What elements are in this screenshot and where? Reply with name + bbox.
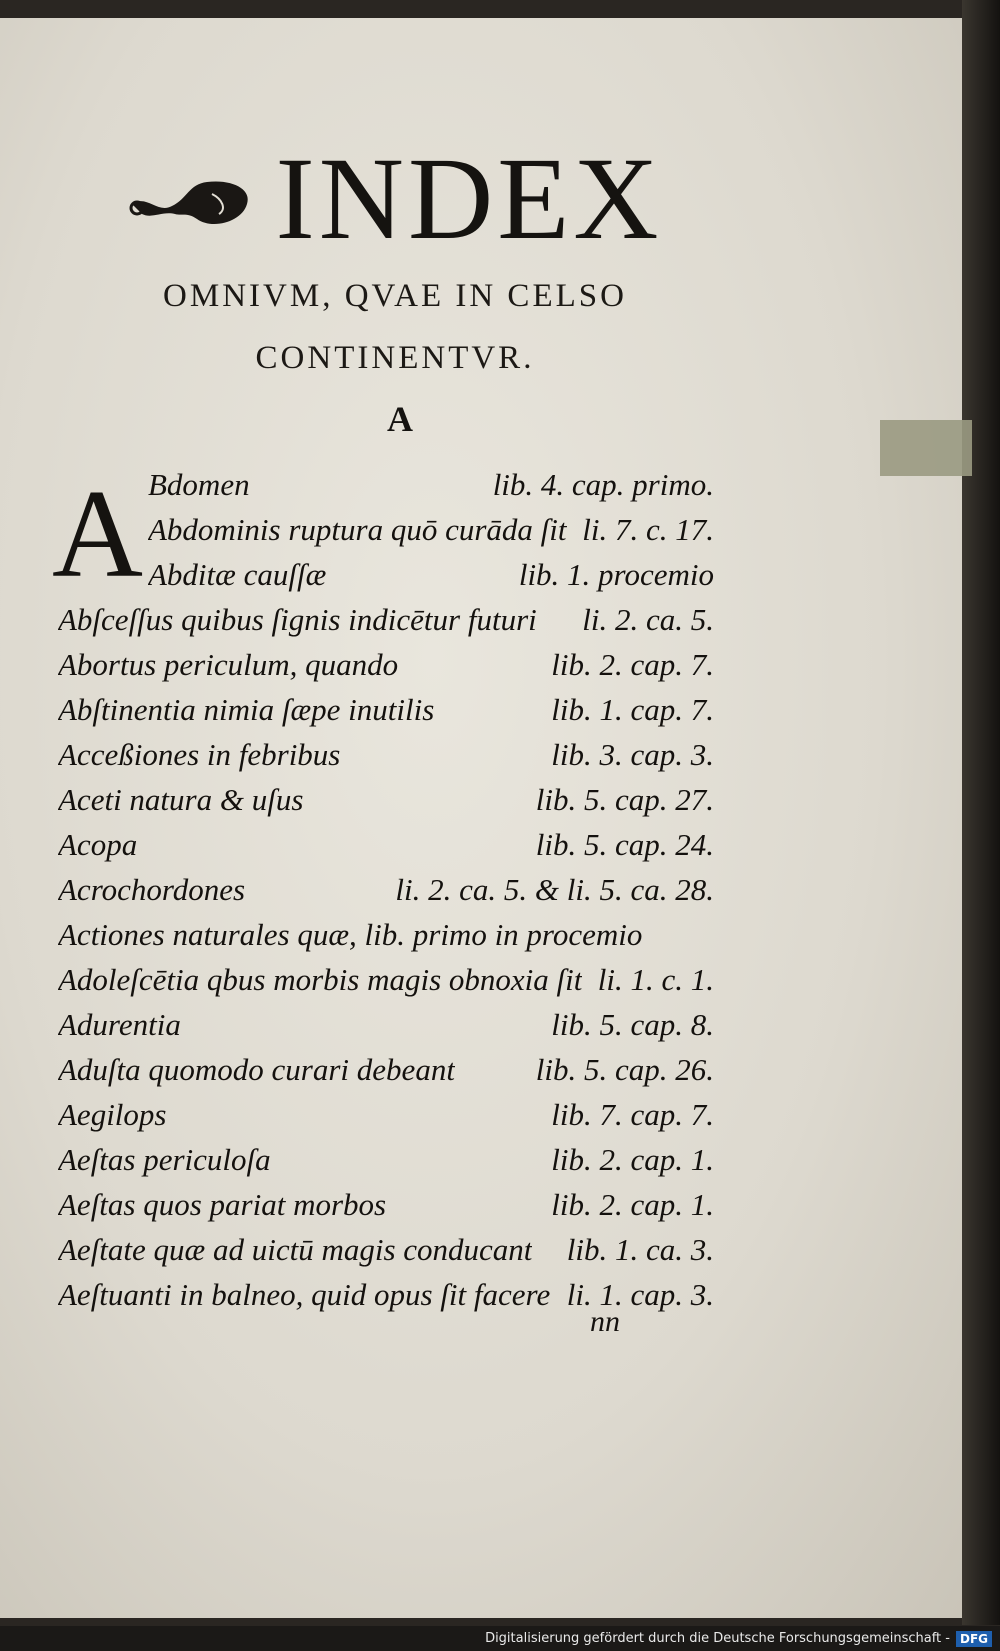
entry-reference: li. 7. c. 17. xyxy=(582,512,714,547)
page-title: INDEX xyxy=(275,133,663,264)
entry-reference: lib. 3. cap. 3. xyxy=(551,737,714,772)
index-entry xyxy=(58,1047,714,1092)
index-entry xyxy=(58,1092,714,1137)
entry-term: Acceßiones in febribus xyxy=(58,737,341,772)
entry-reference: lib. 5. cap. 26. xyxy=(535,1052,714,1087)
page-header xyxy=(75,133,715,382)
entry-reference: lib. 1. procemio xyxy=(518,557,714,592)
index-entry xyxy=(58,462,714,507)
entry-reference xyxy=(702,912,714,957)
footer-bar xyxy=(0,1626,1000,1651)
entry-reference: lib. 1. ca. 3. xyxy=(566,1232,714,1267)
entry-term: Acopa xyxy=(58,827,138,862)
entry-term: Aeſtuanti in balneo, quid opus ſit facere xyxy=(58,1277,551,1312)
entry-term: Aceti natura & uſus xyxy=(58,782,304,817)
page-edge xyxy=(962,0,1000,1625)
entry-reference: lib. 4. cap. primo. xyxy=(492,467,714,502)
entry-reference: lib. 1. cap. 7. xyxy=(551,692,714,727)
entry-reference: lib. 2. cap. 1. xyxy=(551,1142,714,1177)
entry-term: Abſtinentia nimia ſæpe inutilis xyxy=(58,692,435,727)
entry-term: Bdomen xyxy=(148,467,250,502)
entry-term: Abditæ cauſſæ xyxy=(148,557,327,592)
entry-reference: li. 2. ca. 5. xyxy=(582,602,714,637)
paper-tab xyxy=(880,420,972,476)
entry-reference: lib. 7. cap. 7. xyxy=(551,1097,714,1132)
entry-reference: li. 1. c. 1. xyxy=(597,962,714,997)
entry-term: Abdominis ruptura quō curāda ſit xyxy=(148,512,567,547)
index-entry xyxy=(58,867,714,912)
index-entry xyxy=(58,732,714,777)
entry-reference: li. 1. cap. 3. xyxy=(566,1277,714,1312)
entry-term: Acrochordones xyxy=(58,872,246,907)
subtitle-line-1: OMNIVM, QVAE IN CELSO xyxy=(163,278,627,314)
subtitle-line-2: CONTINENTVR. xyxy=(255,340,535,376)
drop-initial: A xyxy=(52,465,143,604)
entry-reference: lib. 2. cap. 7. xyxy=(551,647,714,682)
entry-reference: lib. 5. cap. 24. xyxy=(535,827,714,862)
entry-term: Adoleſcētia qbus morbis magis obnoxia ſit xyxy=(58,962,583,997)
entry-reference: lib. 2. cap. 1. xyxy=(551,1187,714,1222)
entry-term: Aduſta quomodo curari debeant xyxy=(58,1052,455,1087)
section-letter: A xyxy=(387,399,413,439)
index-entry xyxy=(58,507,714,552)
entry-term: Abſceſſus quibus ſignis indicētur futuri xyxy=(58,602,537,637)
entry-term: Adurentia xyxy=(58,1007,181,1042)
index-entry xyxy=(58,777,714,822)
index-entry xyxy=(58,687,714,732)
entry-term: Abortus periculum, quando xyxy=(58,647,399,682)
fleuron-ornament-icon xyxy=(127,164,257,234)
entry-term: Aeſtas periculoſa xyxy=(58,1142,271,1177)
funding-credit: Digitalisierung gefördert durch die Deutsche Forschungsgemeinschaft - xyxy=(485,1631,950,1646)
index-entry xyxy=(58,1137,714,1182)
index-entry xyxy=(58,822,714,867)
entry-term: Actiones naturales quæ, lib. primo in procemio xyxy=(58,917,643,952)
index-entry xyxy=(58,1227,714,1272)
index-entry xyxy=(58,642,714,687)
index-entry xyxy=(58,957,714,1002)
index-entry xyxy=(58,1002,714,1047)
entry-reference: lib. 5. cap. 27. xyxy=(535,782,714,817)
index-entry xyxy=(58,912,714,957)
entry-reference: li. 2. ca. 5. & li. 5. ca. 28. xyxy=(395,872,714,907)
entry-term: Aeſtate quæ ad uictū magis conducant xyxy=(58,1232,533,1267)
entry-term: Aegilops xyxy=(58,1097,167,1132)
index-entry xyxy=(58,597,714,642)
catchword: nn xyxy=(590,1305,620,1338)
entry-reference: lib. 5. cap. 8. xyxy=(551,1007,714,1042)
index-list xyxy=(58,462,714,1317)
index-entry xyxy=(58,552,714,597)
index-entry xyxy=(58,1182,714,1227)
dfg-logo: DFG xyxy=(956,1631,992,1647)
entry-term: Aeſtas quos pariat morbos xyxy=(58,1187,387,1222)
